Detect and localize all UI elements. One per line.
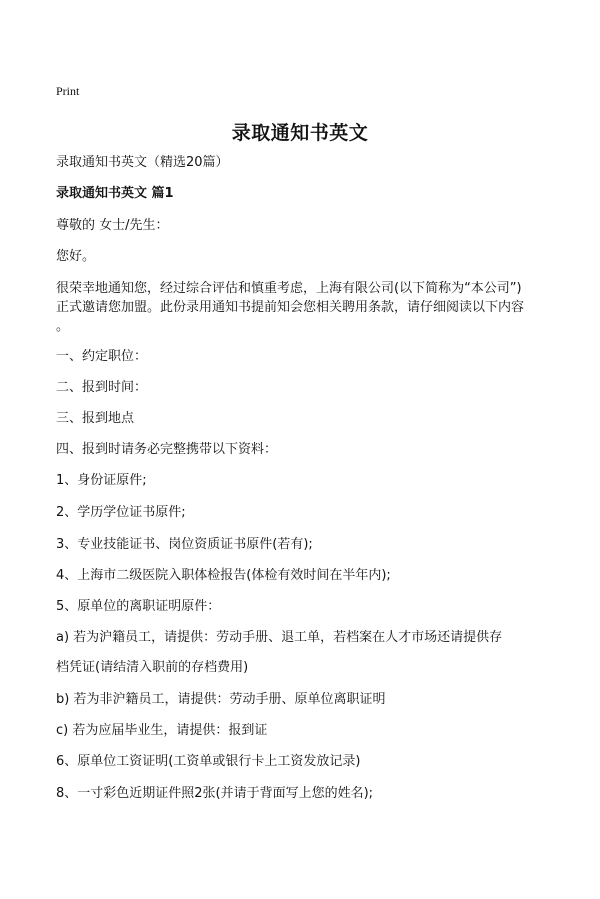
list-item: 5、原单位的离职证明原件： bbox=[56, 599, 221, 614]
intro-paragraph-line-3: 。 bbox=[56, 319, 70, 334]
list-item-line-2: 档凭证(请结清入职前的存档费用) bbox=[56, 660, 249, 675]
salutation: 尊敬的 女士/先生： bbox=[56, 218, 169, 233]
list-item: b) 若为非沪籍员工，请提供：劳动手册、原单位离职证明 bbox=[56, 692, 386, 707]
intro-paragraph-line-1: 很荣幸地通知您，经过综合评估和慎重考虑，上海有限公司(以下简称为“本公司”) bbox=[56, 281, 522, 296]
list-item: 8、一寸彩色近期证件照2张(并请于背面写上您的姓名); bbox=[56, 786, 374, 801]
list-item-line-1: a) 若为沪籍员工，请提供：劳动手册、退工单，若档案在人才市场还请提供存 bbox=[56, 630, 503, 645]
list-item: 二、报到时间： bbox=[56, 380, 148, 395]
document-title: 录取通知书英文 bbox=[231, 122, 369, 144]
list-item: 6、原单位工资证明(工资单或银行卡上工资发放记录) bbox=[56, 754, 361, 769]
print-label: Print bbox=[56, 84, 80, 98]
list-item: 1、身份证原件; bbox=[56, 473, 147, 488]
list-item: 4、上海市二级医院入职体检报告(体检有效时间在半年内); bbox=[56, 568, 391, 583]
list-item: 一、约定职位： bbox=[56, 349, 148, 364]
list-item: c) 若为应届毕业生，请提供：报到证 bbox=[56, 723, 268, 738]
document-subtitle: 录取通知书英文（精选20篇） bbox=[56, 155, 229, 170]
greeting: 您好。 bbox=[56, 249, 96, 264]
list-item: 四、报到时请务必完整携带以下资料： bbox=[56, 442, 278, 457]
list-item: 三、报到地点 bbox=[56, 411, 135, 426]
section-heading: 录取通知书英文 篇1 bbox=[56, 186, 174, 201]
intro-paragraph-line-2: 正式邀请您加盟。此份录用通知书提前知会您相关聘用条款，请仔细阅读以下内容 bbox=[56, 300, 525, 315]
list-item: 3、专业技能证书、岗位资质证书原件(若有); bbox=[56, 537, 313, 552]
list-item: 2、学历学位证书原件; bbox=[56, 505, 186, 520]
